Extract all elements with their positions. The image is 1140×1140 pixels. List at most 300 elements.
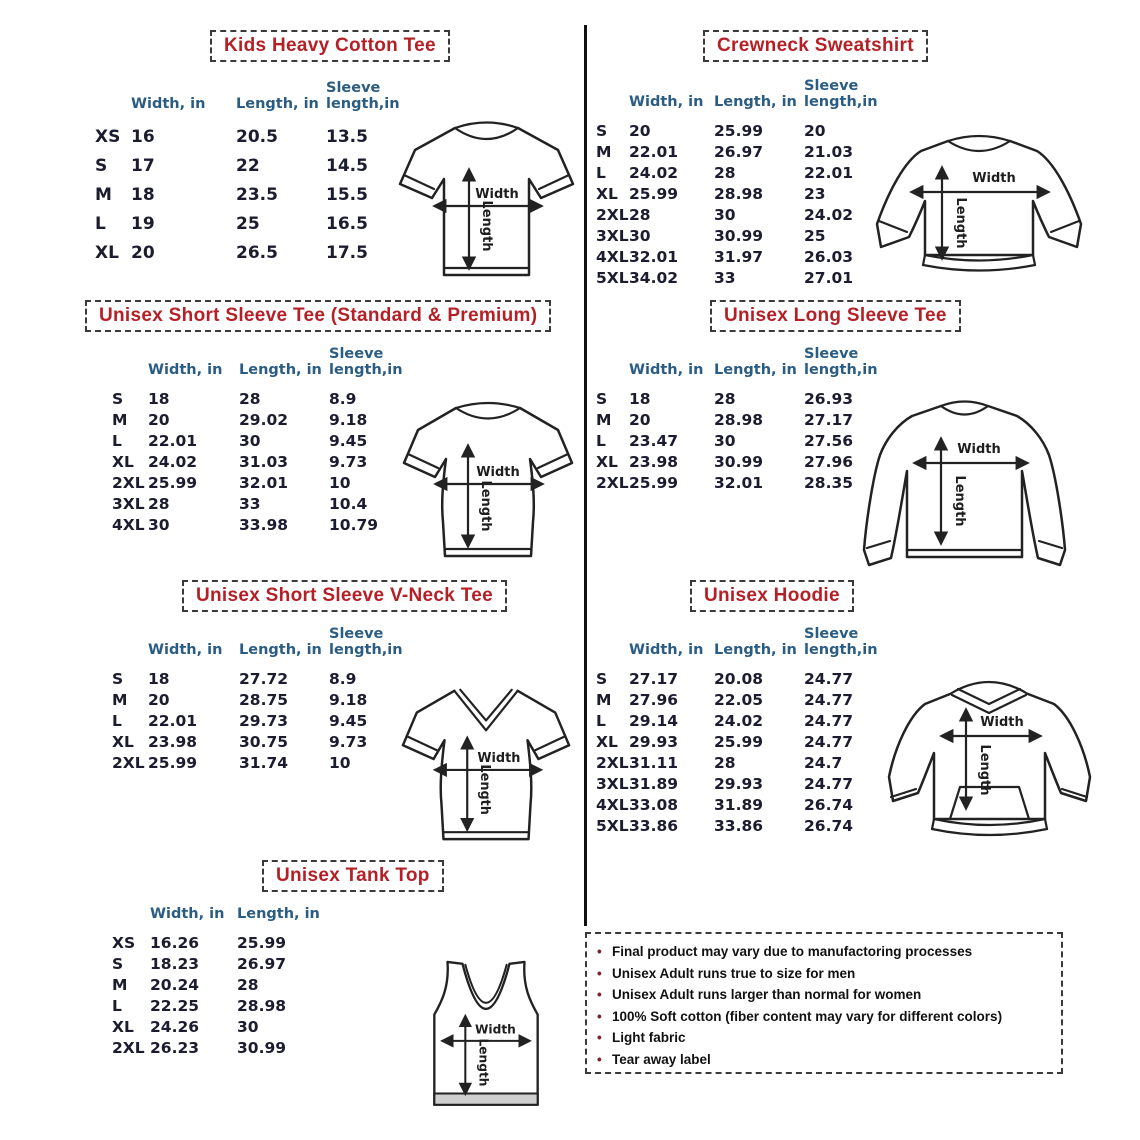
measurement-value: 20.08 [714,670,764,688]
measurement-value: 30.99 [714,453,764,471]
size-table [596,78,890,289]
col-header-size [596,78,629,121]
measurement-value: 25.99 [237,934,287,952]
measurement-value: 22.25 [150,997,200,1015]
measurement-value: 23.98 [148,733,198,751]
size-table-body [596,669,890,837]
size-row [596,711,890,732]
section-title-box [690,580,854,612]
measurement-value: 27.96 [629,691,679,709]
section-title: Kids Heavy Cotton Tee [224,35,436,56]
measurement-value: 23.5 [236,185,278,205]
size-table-body [112,933,327,1059]
size-label: S [596,390,608,408]
size-label: M [596,143,612,161]
measurement-value: 24.77 [804,712,854,730]
measurement-value: 29.14 [629,712,679,730]
size-table [112,626,415,774]
measurement-value: 30 [714,206,736,224]
col-header-length: Length, in [239,642,322,658]
size-table [112,906,327,1059]
col-header-length: Length, in [714,642,797,658]
width-arrow-label: Width [475,187,519,202]
size-label: L [112,432,122,450]
measurement-value: 30 [148,516,170,534]
size-label: M [112,691,128,709]
size-row [596,121,890,142]
measurement-value: 17 [131,156,155,176]
size-label: L [596,712,606,730]
measurement-value: 27.01 [804,269,854,287]
measurement-value: 14.5 [326,156,368,176]
col-header-sleeve: Sleeve length,in [804,626,878,658]
vneck-tshirt-illustration [398,670,576,855]
size-table [112,346,415,536]
col-header-width: Width, in [629,642,704,658]
size-table-body [112,669,415,774]
col-header-width: Width, in [148,642,223,658]
size-label: 2XL [112,474,145,492]
note-item: • Tear away label [597,1049,1051,1071]
measurement-value: 16 [131,127,155,147]
length-arrow-label: Length [477,764,493,815]
measurement-value: 23.98 [629,453,679,471]
size-label: XL [596,453,618,471]
size-label: XS [95,127,121,147]
measurement-value: 16.26 [150,934,200,952]
size-row [112,711,415,732]
section-unisex-hoodie [585,578,1140,858]
measurement-value: 28 [714,754,736,772]
size-table-body [95,123,412,268]
size-row [112,690,415,711]
size-row [596,142,890,163]
measurement-value: 31.89 [714,796,764,814]
size-row [112,473,415,494]
size-label: 2XL [112,1039,145,1057]
section-title-box [182,580,507,612]
measurement-value: 30 [239,432,261,450]
size-row [95,181,412,210]
measurement-value: 23 [804,185,826,203]
measurement-value: 22.01 [804,164,854,182]
measurement-value: 31.89 [629,775,679,793]
measurement-value: 28.75 [239,691,289,709]
section-unisex-long-sleeve-tee [585,298,1140,566]
section-title-box [710,300,961,332]
size-row [596,389,890,410]
col-header-width: Width, in [629,362,704,378]
header-row [95,80,412,123]
measurement-value: 28 [148,495,170,513]
measurement-value: 28 [239,390,261,408]
measurement-value: 18 [131,185,155,205]
hoodie-illustration [880,668,1098,860]
measurement-value: 25.99 [148,754,198,772]
section-title-box [210,30,450,62]
measurement-value: 15.5 [326,185,368,205]
length-arrow-label: Length [476,1038,491,1087]
measurement-value: 27.17 [804,411,854,429]
measurement-value: 26.93 [804,390,854,408]
size-label: L [596,164,606,182]
size-label: L [112,712,122,730]
width-arrow-label: Width [957,442,1001,457]
measurement-value: 27.96 [804,453,854,471]
measurement-value: 31.11 [629,754,679,772]
size-label: 5XL [596,817,629,835]
size-row [596,816,890,837]
size-row [95,210,412,239]
size-label: 5XL [596,269,629,287]
size-row [112,732,415,753]
section-title: Crewneck Sweatshirt [717,35,914,56]
size-label: L [596,432,606,450]
note-item: • Light fabric [597,1027,1051,1049]
size-row [596,184,890,205]
col-header-width: Width, in [150,906,225,922]
header-row [596,626,890,669]
measurement-value: 20 [629,411,651,429]
size-row [112,494,415,515]
measurement-value: 28.98 [237,997,287,1015]
measurement-value: 13.5 [326,127,368,147]
header-row [596,346,890,389]
measurement-value: 31.97 [714,248,764,266]
measurement-value: 24.77 [804,775,854,793]
size-row [596,431,890,452]
measurement-value: 24.7 [804,754,843,772]
measurement-value: 27.56 [804,432,854,450]
measurement-value: 8.9 [329,390,357,408]
section-kids-heavy-cotton-tee [0,28,584,296]
section-unisex-vneck-tee [0,578,584,848]
size-label: XL [596,185,618,203]
note-item: • Unisex Adult runs true to size for men [597,963,1051,985]
width-arrow-label: Width [476,465,520,480]
size-label: 2XL [112,754,145,772]
size-row [112,753,415,774]
measurement-value: 9.45 [329,712,368,730]
measurement-value: 10.4 [329,495,368,513]
note-item: • Unisex Adult runs larger than normal for women [597,984,1051,1006]
measurement-value: 18 [629,390,651,408]
measurement-value: 18.23 [150,955,200,973]
measurement-value: 34.02 [629,269,679,287]
measurement-value: 27.17 [629,670,679,688]
measurement-value: 16.5 [326,214,368,234]
size-label: 4XL [112,516,145,534]
size-row [596,753,890,774]
measurement-value: 10 [329,754,351,772]
measurement-value: 29.93 [629,733,679,751]
measurement-value: 22.01 [629,143,679,161]
size-row [112,1017,327,1038]
measurement-value: 30 [714,432,736,450]
measurement-value: 9.45 [329,432,368,450]
size-label: 2XL [596,206,629,224]
size-row [112,452,415,473]
size-table-body [596,389,890,494]
note-item: • Final product may vary due to manufactoring processes [597,941,1051,963]
measurement-value: 24.02 [148,453,198,471]
measurement-value: 28 [714,164,736,182]
measurement-value: 33.98 [239,516,289,534]
measurement-value: 30 [237,1018,259,1036]
section-title-box [85,300,551,332]
measurement-value: 25.99 [714,122,764,140]
measurement-value: 33 [239,495,261,513]
size-label: XS [112,934,136,952]
measurement-value: 25.99 [629,474,679,492]
length-arrow-label: Length [478,480,493,532]
size-row [112,975,327,996]
size-label: 2XL [596,754,629,772]
fitted-tshirt-illustration [398,390,578,570]
section-title: Unisex Tank Top [276,865,430,886]
size-table [596,346,890,494]
length-arrow-label: Length [479,200,494,252]
measurement-value: 20 [148,691,170,709]
measurement-value: 26.03 [804,248,854,266]
measurement-value: 26.5 [236,243,278,263]
col-header-sleeve: Sleeve length,in [329,346,403,378]
measurement-value: 18 [148,390,170,408]
measurement-value: 20 [131,243,155,263]
section-title: Unisex Hoodie [704,585,840,606]
width-arrow-label: Width [980,715,1024,730]
size-label: S [112,670,124,688]
width-arrow-label: Width [972,171,1016,186]
size-table-body [596,121,890,289]
measurement-value: 32.01 [239,474,289,492]
measurement-value: 30.99 [237,1039,287,1057]
length-arrow-label: Length [977,744,992,796]
size-row [112,669,415,690]
measurement-value: 28.98 [714,411,764,429]
measurement-value: 24.02 [804,206,854,224]
size-label: L [95,214,106,234]
measurement-value: 31.74 [239,754,289,772]
size-label: XL [596,733,618,751]
header-row [112,626,415,669]
measurement-value: 19 [131,214,155,234]
measurement-value: 9.18 [329,691,368,709]
measurement-value: 10.79 [329,516,379,534]
size-row [112,410,415,431]
size-table [95,80,412,268]
width-arrow-label: Width [474,1022,516,1037]
col-header-sleeve: Sleeve length,in [326,80,400,112]
size-label: M [95,185,112,205]
measurement-value: 25 [804,227,826,245]
measurement-value: 25.99 [629,185,679,203]
measurement-value: 22 [236,156,260,176]
col-header-size [112,346,148,389]
measurement-value: 28 [237,976,259,994]
size-label: M [596,411,612,429]
size-label: S [596,670,608,688]
measurement-value: 26.74 [804,817,854,835]
long-sleeve-tee-illustration [857,393,1092,578]
col-header-size [596,346,629,389]
size-row [596,205,890,226]
size-label: S [112,955,124,973]
section-title-box [262,860,444,892]
measurement-value: 24.02 [714,712,764,730]
size-row [596,473,890,494]
measurement-value: 33.08 [629,796,679,814]
measurement-value: 28.98 [714,185,764,203]
col-header-size [112,906,150,933]
size-label: XL [112,453,134,471]
size-label: 4XL [596,248,629,266]
col-header-length: Length, in [236,96,319,112]
measurement-value: 25 [236,214,260,234]
measurement-value: 26.23 [150,1039,200,1057]
measurement-value: 26.97 [237,955,287,973]
measurement-value: 9.73 [329,733,368,751]
size-label: XL [112,1018,134,1036]
size-table [596,626,890,837]
measurement-value: 21.03 [804,143,854,161]
measurement-value: 29.93 [714,775,764,793]
col-header-sleeve: Sleeve length,in [804,78,878,110]
size-label: 3XL [596,775,629,793]
size-row [596,268,890,289]
tank-top-illustration [424,950,548,1128]
size-row [95,239,412,268]
measurement-value: 32.01 [714,474,764,492]
measurement-value: 9.73 [329,453,368,471]
size-row [596,732,890,753]
measurement-value: 20.24 [150,976,200,994]
col-header-sleeve: Sleeve length,in [804,346,878,378]
size-row [95,152,412,181]
measurement-value: 28 [629,206,651,224]
measurement-value: 20 [629,122,651,140]
size-row [596,410,890,431]
tshirt-illustration [393,108,578,293]
size-label: S [95,156,108,176]
size-label: 2XL [596,474,629,492]
section-title-box [703,30,928,62]
measurement-value: 29.02 [239,411,289,429]
measurement-value: 28 [714,390,736,408]
measurement-value: 28.35 [804,474,854,492]
measurement-value: 18 [148,670,170,688]
header-row [596,78,890,121]
size-row [596,669,890,690]
size-label: L [112,997,122,1015]
measurement-value: 27.72 [239,670,289,688]
col-header-width: Width, in [131,96,206,112]
section-unisex-short-sleeve-tee [0,298,584,566]
size-row [112,933,327,954]
measurement-value: 24.77 [804,691,854,709]
size-label: M [112,411,128,429]
measurement-value: 22.05 [714,691,764,709]
size-label: S [112,390,124,408]
measurement-value: 25.99 [714,733,764,751]
size-row [112,389,415,410]
size-row [596,452,890,473]
col-header-size [95,80,131,123]
size-row [112,515,415,536]
measurement-value: 29.73 [239,712,289,730]
size-label: M [596,691,612,709]
size-row [95,123,412,152]
size-label: M [112,976,128,994]
measurement-value: 24.26 [150,1018,200,1036]
size-row [112,1038,327,1059]
width-arrow-label: Width [477,751,521,767]
col-header-size [596,626,629,669]
product-notes-list [597,941,1051,1070]
measurement-value: 23.47 [629,432,679,450]
measurement-value: 33.86 [714,817,764,835]
measurement-value: 24.77 [804,670,854,688]
measurement-value: 20.5 [236,127,278,147]
section-title: Unisex Long Sleeve Tee [724,305,947,326]
size-label: 4XL [596,796,629,814]
section-crewneck-sweatshirt [585,28,1140,296]
sweatshirt-illustration [863,128,1095,298]
size-row [112,996,327,1017]
measurement-value: 26.74 [804,796,854,814]
measurement-value: 32.01 [629,248,679,266]
measurement-value: 30.75 [239,733,289,751]
measurement-value: 8.9 [329,670,357,688]
section-title: Unisex Short Sleeve V-Neck Tee [196,585,493,606]
section-title: Unisex Short Sleeve Tee (Standard & Premium) [99,305,538,326]
col-header-length: Length, in [237,906,320,922]
measurement-value: 24.77 [804,733,854,751]
col-header-length: Length, in [239,362,322,378]
note-item: • 100% Soft cotton (fiber content may vary for different colors) [597,1006,1051,1028]
section-unisex-tank-top [0,858,584,1138]
measurement-value: 22.01 [148,432,198,450]
size-label: 3XL [112,495,145,513]
size-label: XL [112,733,134,751]
header-row [112,906,327,933]
size-row [596,690,890,711]
measurement-value: 24.02 [629,164,679,182]
size-label: XL [95,243,119,263]
measurement-value: 20 [148,411,170,429]
size-label: 3XL [596,227,629,245]
size-row [112,954,327,975]
size-row [596,795,890,816]
measurement-value: 20 [804,122,826,140]
col-header-width: Width, in [148,362,223,378]
size-row [596,226,890,247]
col-header-size [112,626,148,669]
measurement-value: 17.5 [326,243,368,263]
measurement-value: 31.03 [239,453,289,471]
length-arrow-label: Length [953,197,968,249]
size-row [596,247,890,268]
size-table-body [112,389,415,536]
measurement-value: 10 [329,474,351,492]
size-row [112,431,415,452]
measurement-value: 33 [714,269,736,287]
header-row [112,346,415,389]
length-arrow-label: Length [952,475,967,527]
product-notes-box [585,932,1063,1074]
measurement-value: 30 [629,227,651,245]
col-header-length: Length, in [714,362,797,378]
